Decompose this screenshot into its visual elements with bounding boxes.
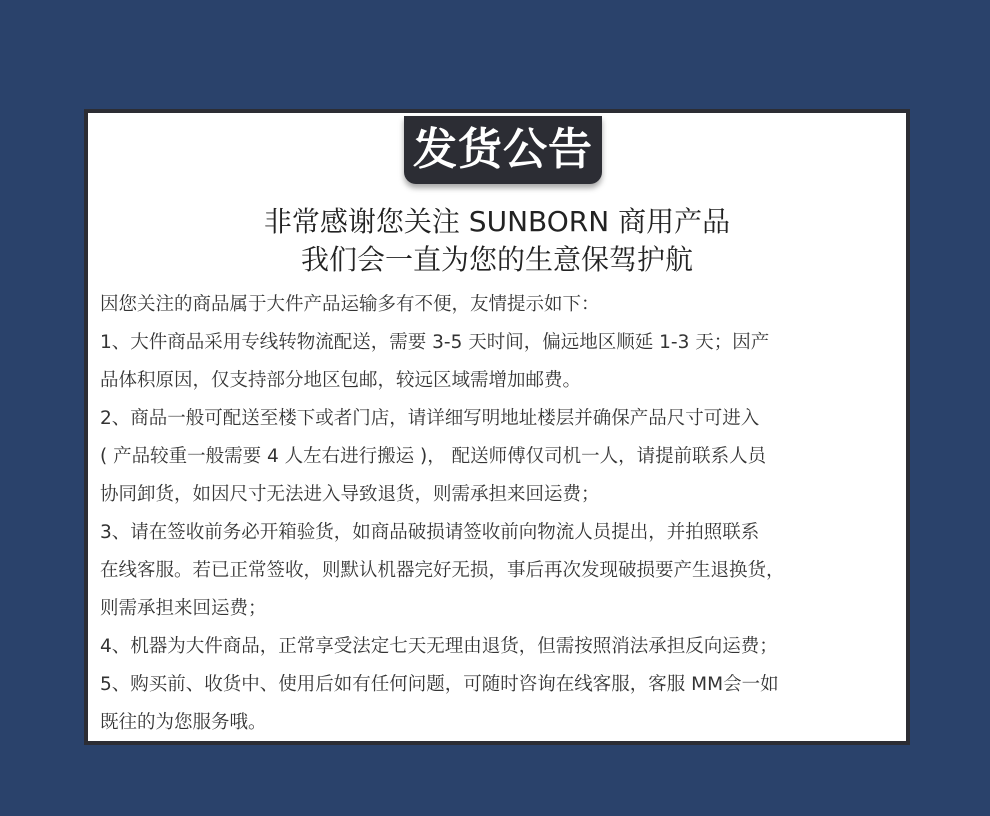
notice-line-intro: 因您关注的商品属于大件产品运输多有不便，友情提示如下：	[100, 294, 600, 315]
notice-line: 4、机器为大件商品，正常享受法定七天无理由退货，但需按照消法承担反向运费；	[100, 636, 778, 657]
notice-title: 发货公告	[413, 124, 593, 175]
notice-card	[84, 109, 910, 745]
subtitle-line-2: 我们会一直为您的生意保驾护航	[300, 243, 693, 276]
notice-line: 协同卸货，如因尺寸无法进入导致退货，则需承担来回运费；	[100, 484, 600, 505]
notice-body	[100, 286, 902, 742]
subtitle-line-1: 非常感谢您关注 SUNBORN 商用产品	[263, 205, 731, 238]
notice-line: 在线客服。若已正常签收，则默认机器完好无损，事后再次发现破损要产生退换货，	[100, 560, 785, 581]
notice-line: 既往的为您服务哦。	[100, 712, 267, 733]
notice-line: 3、请在签收前务必开箱验货，如商品破损请签收前向物流人员提出，并拍照联系	[100, 522, 760, 543]
notice-line: 5、购买前、收货中、使用后如有任何问题，可随时咨询在线客服，客服 MM会一如	[100, 674, 779, 695]
notice-line: 1、大件商品采用专线转物流配送，需要 3-5 天时间，偏远地区顺延 1-3 天；因产	[100, 332, 770, 353]
notice-line: 品体积原因，仅支持部分地区包邮，较远区域需增加邮费。	[100, 370, 582, 391]
notice-line: 2、商品一般可配送至楼下或者门店，请详细写明地址楼层并确保产品尺寸可进入	[100, 408, 760, 429]
title-badge	[404, 116, 602, 184]
notice-line: 则需承担来回运费；	[100, 598, 267, 619]
notice-line: ( 产品较重一般需要 4 人左右进行搬运 )， 配送师傅仅司机一人，请提前联系人员	[100, 446, 767, 467]
